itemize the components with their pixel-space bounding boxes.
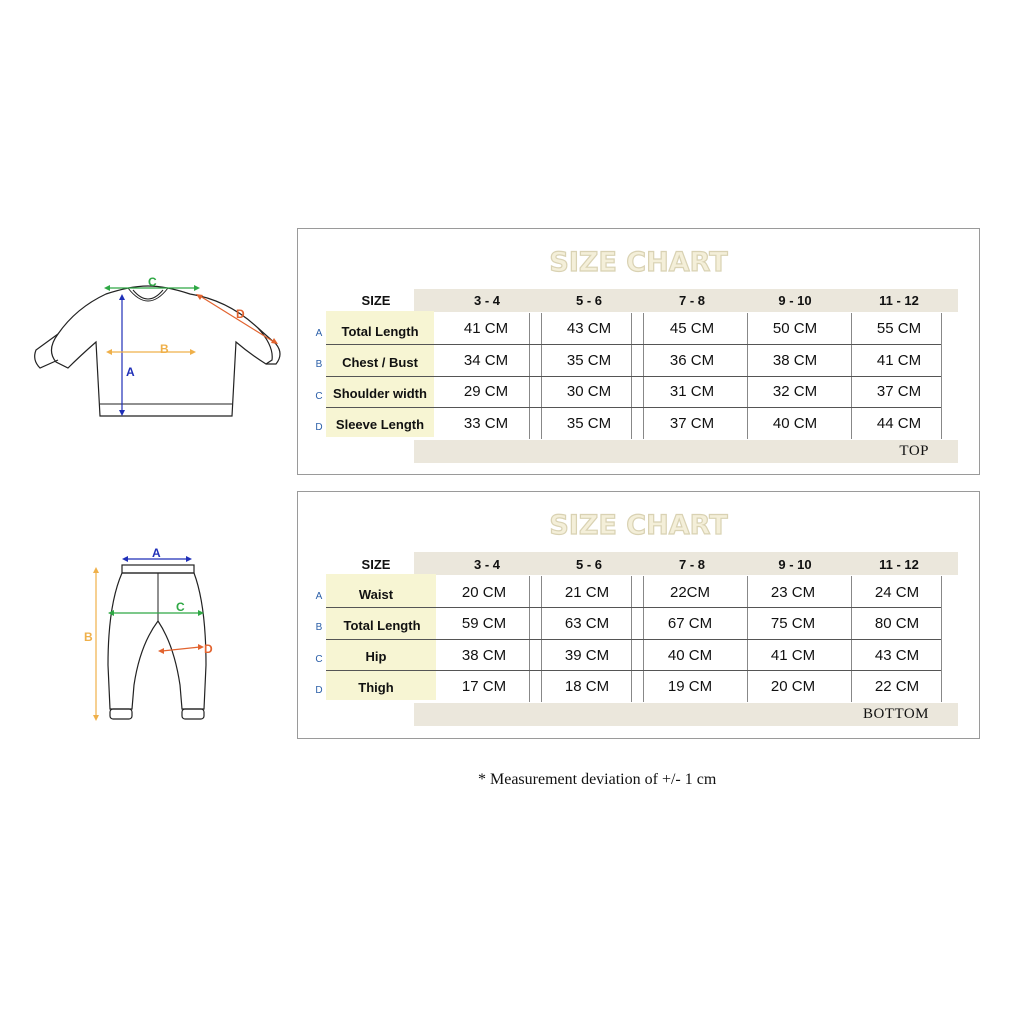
table-cell: 38 CM <box>461 647 507 664</box>
table-cell: 32 CM <box>772 383 818 400</box>
measure-letter-b: B <box>160 342 169 356</box>
row-label: Shoulder width <box>333 386 427 401</box>
table-cell: 40 CM <box>667 647 713 664</box>
table-footer-label: BOTTOM <box>862 706 929 722</box>
table-cell: 21 CM <box>564 584 610 601</box>
row-letter: A <box>315 591 323 602</box>
row-letter: D <box>315 685 323 696</box>
row-label: Total Length <box>343 618 421 633</box>
row-letter: C <box>315 654 323 665</box>
table-cell: 39 CM <box>564 647 610 664</box>
top-size-chart <box>297 228 980 475</box>
table-cell: 35 CM <box>566 352 612 369</box>
measure-letter-c: C <box>148 275 157 289</box>
table-cell: 33 CM <box>463 415 509 432</box>
row-letter: D <box>315 422 323 433</box>
size-header: SIZE <box>361 293 391 308</box>
table-cell: 41 CM <box>463 320 509 337</box>
measure-letter-a: A <box>126 365 135 379</box>
table-cell: 22 CM <box>874 678 920 695</box>
table-cell: 67 CM <box>667 615 713 632</box>
table-cell: 75 CM <box>770 615 816 632</box>
table-cell: 37 CM <box>669 415 715 432</box>
pants-letter-b: B <box>84 630 93 644</box>
bottom-size-chart <box>297 491 980 739</box>
column-header: 9 - 10 <box>778 557 812 572</box>
table-cell: 24 CM <box>874 584 920 601</box>
table-cell: 36 CM <box>669 352 715 369</box>
table-cell: 55 CM <box>876 320 922 337</box>
table-cell: 50 CM <box>772 320 818 337</box>
table-cell: 18 CM <box>564 678 610 695</box>
table-cell: 41 CM <box>770 647 816 664</box>
table-cell: 38 CM <box>772 352 818 369</box>
waistband <box>122 565 194 573</box>
pants-outline <box>108 573 206 709</box>
size-header: SIZE <box>361 557 391 572</box>
table-cell: 80 CM <box>874 615 920 632</box>
table-cell: 30 CM <box>566 383 612 400</box>
table-cell: 41 CM <box>876 352 922 369</box>
table-cell: 40 CM <box>772 415 818 432</box>
bottom-garment-diagram <box>80 545 230 725</box>
row-letter: B <box>315 622 323 633</box>
column-header: 3 - 4 <box>473 293 500 308</box>
row-label: Chest / Bust <box>342 355 418 370</box>
table-cell: 31 CM <box>669 383 715 400</box>
column-header: 5 - 6 <box>575 293 602 308</box>
top-garment-diagram <box>28 268 288 428</box>
table-cell: 43 CM <box>566 320 612 337</box>
row-letter: B <box>315 359 323 370</box>
footer-band <box>414 440 958 463</box>
table-cell: 34 CM <box>463 352 509 369</box>
pants-letter-d: D <box>204 642 213 656</box>
column-header: 3 - 4 <box>473 557 500 572</box>
column-header: 5 - 6 <box>575 557 602 572</box>
measure-letter-d: D <box>236 307 245 321</box>
row-label: Sleeve Length <box>335 417 425 432</box>
table-cell: 63 CM <box>564 615 610 632</box>
column-header: 11 - 12 <box>879 293 919 308</box>
table-cell: 17 CM <box>461 678 507 695</box>
table-cell: 59 CM <box>461 615 507 632</box>
row-label: Total Length <box>341 324 419 339</box>
table-cell: 44 CM <box>876 415 922 432</box>
table-cell: 37 CM <box>876 383 922 400</box>
pants-letter-c: C <box>176 600 185 614</box>
table-cell: 20 CM <box>770 678 816 695</box>
measurement-note: * Measurement deviation of +/- 1 cm <box>478 771 717 788</box>
table-cell: 29 CM <box>463 383 509 400</box>
table-cell: 23 CM <box>770 584 816 601</box>
row-label: Waist <box>358 587 394 602</box>
table-cell: 45 CM <box>669 320 715 337</box>
table-cell: 20 CM <box>461 584 507 601</box>
row-label: Thigh <box>358 680 394 695</box>
column-header: 11 - 12 <box>879 557 919 572</box>
column-header: 7 - 8 <box>678 557 705 572</box>
table-cell: 22CM <box>669 584 710 601</box>
table-cell: 19 CM <box>667 678 713 695</box>
chart-title: SIZE CHART <box>549 510 728 541</box>
column-header: 7 - 8 <box>678 293 705 308</box>
row-letter: A <box>315 328 323 339</box>
chart-title: SIZE CHART <box>549 247 728 278</box>
table-footer-label: TOP <box>899 443 929 459</box>
column-header: 9 - 10 <box>778 293 812 308</box>
pants-letter-a: A <box>152 546 161 560</box>
row-label: Hip <box>365 649 387 664</box>
row-letter: C <box>315 391 323 402</box>
table-cell: 35 CM <box>566 415 612 432</box>
table-cell: 43 CM <box>874 647 920 664</box>
